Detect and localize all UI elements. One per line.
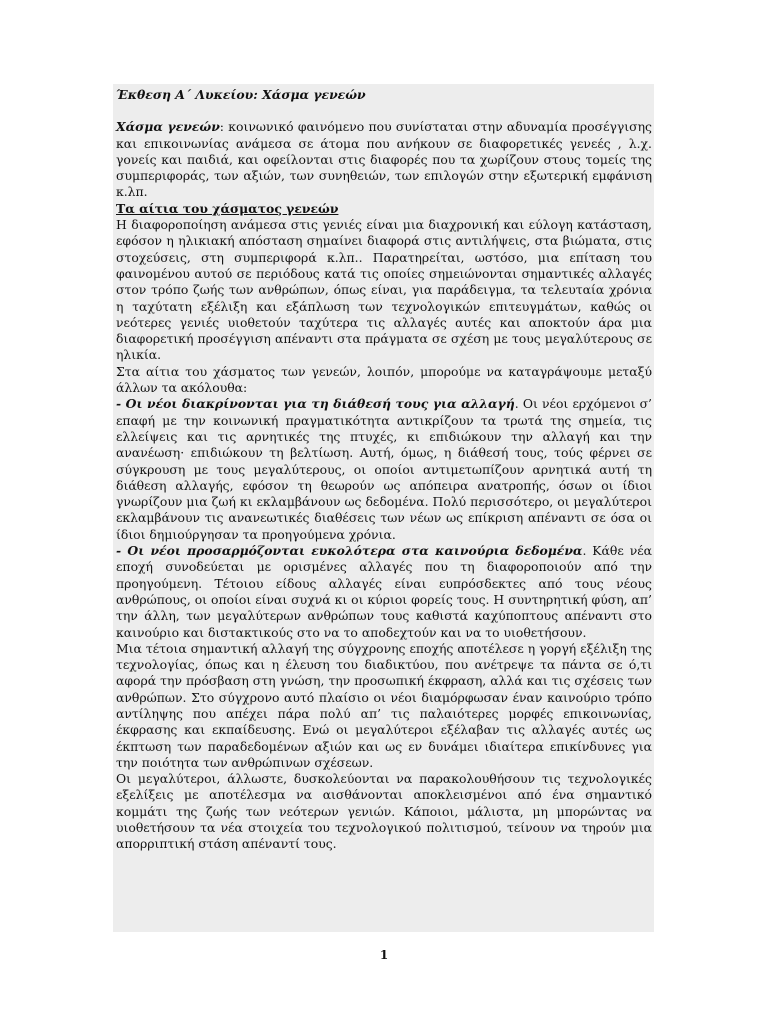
definition-term: Χάσμα γενεών xyxy=(116,119,220,135)
lead-paragraph: Στα αίτια του χάσματος των γενεών, λοιπόν, μπορούμε να καταγράψουμε μεταξύ άλλων τα ακόλουθα: xyxy=(116,363,652,396)
bullet-text-adapt: . Κάθε νέα εποχή συνοδεύεται με ορισμένες αλλαγές που τη διαφοροποιούν από την προηγούμενη. Τέτοιου είδους αλλαγές είναι ευπρόσδεκτες από τους νέους ανθρώπους, οι οποίοι είναι συχνά κι οι κύριοι φορείς τους. Η συντηρητική φύση, απ’ την άλλη, των μεγαλύτερων ανθρώπων τους καθιστά καχύποπτους απέναντι στο καινούριο και διστακτικούς στο να το αποδεχτούν και να το υιοθετήσουν. xyxy=(116,543,653,640)
document-body xyxy=(116,87,652,853)
older-generation-paragraph: Οι μεγαλύτεροι, άλλωστε, δυσκολεύονται να παρακολουθήσουν τις τεχνολογικές εξελίξεις με αποτέλεσμα να αισθάνονται αποκλεισμένοι από ένα σημαντικό κομμάτι της ζωής των νεότερων γενιών. Κάποιοι, μάλιστα, μη μπορώντας να υιοθετήσουν τα νέα στοιχεία του τεχνολογικού πολιτισμού, τείνουν να τηρούν μια απορριπτική στάση απέναντί τους. xyxy=(116,771,652,852)
definition-paragraph xyxy=(116,119,652,200)
page-number: 1 xyxy=(379,948,389,962)
bullet-paragraph-change xyxy=(116,396,652,543)
bullet-lead-adapt: - Οι νέοι προσαρμόζονται ευκολότερα στα καινούρια δεδομένα xyxy=(116,543,583,559)
intro-paragraph: Η διαφοροποίηση ανάμεσα στις γενιές είναι μια διαχρονική και εύλογη κατάσταση, εφόσον η ηλικιακή απόσταση σημαίνει διαφορά στις αντιλήψεις, στα βιώματα, στις στοχεύσεις, στη συμπεριφορά κ.λπ.. Παρατηρείται, ωστόσο, μια επίταση του φαινομένου αυτού σε περιόδους κατά τις οποίες σημειώνονται σημαντικές αλλαγές στον τρόπο ζωής των ανθρώπων, όπως είναι, για παράδειγμα, τα τελευταία χρόνια η ταχύτατη εξέλιξη και εξάπλωση των τεχνολογικών επιτευγμάτων, καθώς οι νεότερες γενιές υιοθετούν ταχύτερα τις αλλαγές αυτές και αποκτούν άρα μια διαφορετική προσέγγιση απέναντι στα πράγματα σε σχέση με τους μεγαλύτερους σε ηλικία. xyxy=(116,217,652,363)
technology-paragraph: Μια τέτοια σημαντική αλλαγή της σύγχρονης εποχής αποτέλεσε η γοργή εξέλιξη της τεχνολογίας, όπως και η έλευση του διαδικτύου, που ανέτρεψε τα πάντα σε ό,τι αφορά την πρόσβαση στη γνώση, την προσωπική έκφραση, αλλά και τις σχέσεις των ανθρώπων. Στο σύγχρονο αυτό πλαίσιο οι νέοι διαμόρφωσαν έναν καινούριο τρόπο αντίληψης που απέχει πάρα πολύ απ’ τις παλαιότερες μορφές επικοινωνίας, έκφρασης και εκπαίδευσης. Ενώ οι μεγαλύτεροι εξέλαβαν τις αλλαγές αυτές ως έκπτωση των παραδεδομένων αξιών και ως εν δυνάμει ιδιαίτερα επικίνδυνες για την ποιότητα των ανθρώπινων σχέσεων. xyxy=(116,640,652,770)
document-title: Έκθεση Α΄ Λυκείου: Χάσμα γενεών xyxy=(116,87,366,102)
definition-text: : κοινωνικό φαινόμενο που συνίσταται στην αδυναμία προσέγγισης και επικοινωνίας ανάμεσα σε άτομα που ανήκουν σε διαφορετικές γενεές , λ.χ. γονείς και παιδιά, και οφείλονται στις διαφορές που τα χωρίζουν στους τομείς της συμπεριφοράς, των αξιών, των συνηθειών, των επιλογών στην εξωτερική εμφάνιση κ.λπ. xyxy=(116,119,652,200)
section-heading: Τα αίτια του χάσματος γενεών xyxy=(116,200,339,216)
bullet-text-change: . Οι νέοι ερχόμενοι σ’ επαφή με την κοινωνική πραγματικότητα αντικρίζουν τα τρωτά της σημεία, τις ελλείψεις και τις αρνητικές της πτυχές, κι επιδιώκουν την αλλαγή και την ανανέωση· επιδιώκουν τη βελτίωση. Αυτή, όμως, η διάθεσή τους, τούς φέρνει σε σύγκρουση με τους μεγαλύτερους, οι οποίοι αντιμετωπίζουν αρνητικά αυτή τη διάθεση αλλαγής, εφόσον τη θεωρούν ως απόπειρα ανατροπής, όσων οι ίδιοι γνωρίζουν μια ζωή κι εκλαμβάνουν ως δεδομένα. Πολύ περισσότερο, οι μεγαλύτεροι εκλαμβάνουν τις ανανεωτικές διαθέσεις των νέων ως επίκριση απέναντι σε όσα οι ίδιοι δημιούργησαν τα προηγούμενα χρόνια. xyxy=(116,396,652,542)
bullet-paragraph-adapt xyxy=(116,543,652,641)
bullet-lead-change: - Οι νέοι διακρίνονται για τη διάθεσή τους για αλλαγή xyxy=(116,396,515,412)
